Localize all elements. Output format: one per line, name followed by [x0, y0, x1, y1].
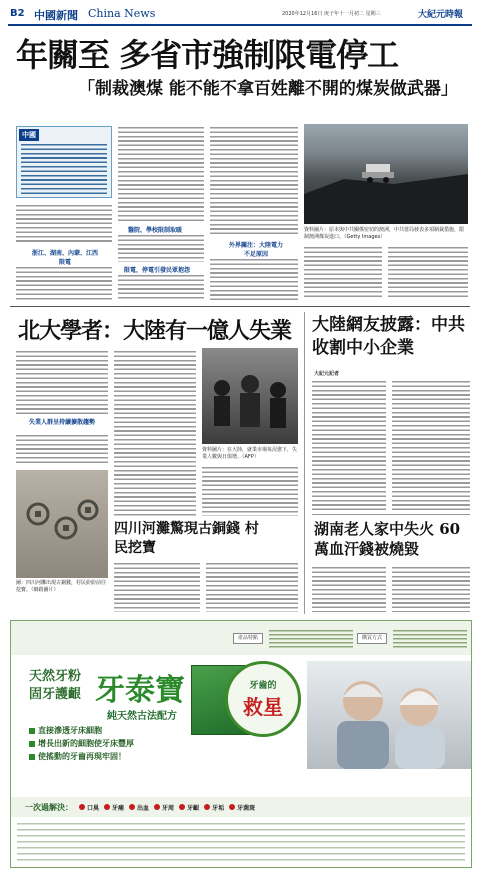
lead-body-col3a — [210, 126, 298, 236]
ad-footer-item-text: 牙菌斑 — [237, 804, 256, 812]
newspaper-logo: 大紀元時報 — [418, 10, 464, 20]
lead-body-col3b — [210, 258, 298, 300]
ad-tagline-1: 天然牙粉 — [29, 669, 82, 684]
dot-icon — [129, 804, 135, 810]
ad-badge-main: 救星 — [243, 695, 283, 719]
lead-body-col4a — [304, 246, 382, 300]
story2-body-col1 — [114, 562, 200, 612]
story4-body-col2 — [392, 566, 470, 612]
dot-icon — [179, 804, 185, 810]
ad-footer-item — [129, 803, 149, 812]
section-title: 中國新聞 — [34, 9, 78, 22]
dot-icon — [79, 804, 85, 810]
lead-body-col2c — [118, 274, 204, 300]
masthead-rule — [8, 24, 472, 26]
lead-subhead: 「制裁澳煤 能不能不拿百姓離不開的煤炭做武器」 — [78, 79, 458, 99]
ad-footer-item — [204, 803, 224, 812]
summary-box-text — [21, 143, 107, 195]
ad-purchase-list — [393, 629, 467, 649]
ad-footer-item-text: 牙齦 — [187, 804, 200, 812]
ad-brand-name: 牙泰寶 — [95, 673, 185, 708]
story4-body-col1 — [312, 566, 386, 612]
story1-body-col1a — [16, 350, 108, 414]
ad-footer-item-text: 出血 — [137, 804, 150, 812]
ad-footer-item — [229, 803, 255, 812]
lead-body-col2b — [118, 234, 204, 262]
lead-body-col2a — [118, 126, 204, 222]
ad-footer-strip — [11, 797, 471, 817]
issue-date: 2020年12月16日 庚子年十一月初二 星期三 — [282, 11, 381, 17]
dot-icon — [229, 804, 235, 810]
ad-elderly-couple-photo — [307, 661, 471, 769]
page-number: B2 — [10, 8, 25, 19]
dot-icon — [154, 804, 160, 810]
ad-block — [10, 620, 472, 868]
ad-savior-badge — [225, 661, 301, 737]
bullet-icon — [29, 741, 35, 747]
story1-photo-caption: 資料圖片：在大陸，就業市場每況愈下，失業人數與日俱增。（AFP） — [202, 447, 298, 460]
ad-bullet-text: 增長出新的細胞使牙床豐厚 — [38, 738, 134, 748]
elderly-couple-icon — [307, 661, 471, 769]
story2-photo-coins — [16, 470, 108, 578]
lead-body-col4b — [388, 246, 468, 300]
crowd-icon — [202, 348, 298, 444]
story1-photo-jobseekers — [202, 348, 298, 444]
ad-bullet-text: 使搖動的牙齒再現牢固！ — [38, 751, 126, 761]
lead-body-col1a — [16, 204, 112, 244]
ad-footer-item-text: 口臭 — [87, 804, 100, 812]
story-divider — [312, 514, 470, 515]
lead-subhead-1: 浙江、湖南、內蒙、江西限電 — [31, 250, 98, 266]
ad-footer-item — [154, 803, 174, 812]
ancient-coins-icon — [16, 470, 108, 578]
ad-bullet-text: 直接滲透牙床細胞 — [38, 725, 102, 735]
coal-truck-icon — [304, 124, 468, 224]
story3-headline: 大陸網友披露：中共收割中小企業 — [312, 315, 465, 358]
ad-features-list — [269, 629, 353, 649]
story4-headline: 湖南老人家中失火 60萬血汗錢被燒毀 — [314, 520, 461, 558]
ad-footer-item — [179, 803, 199, 812]
bullet-icon — [29, 754, 35, 760]
dot-icon — [204, 804, 210, 810]
ad-contact-info — [17, 821, 465, 863]
section-title-en: China News — [88, 7, 156, 20]
lead-subhead-4: 外界關注：大陸電力不足原因 — [228, 242, 283, 258]
bullet-icon — [29, 728, 35, 734]
ad-footer-label: 一次過解決： — [25, 801, 73, 812]
story1-headline: 北大學者：大陸有一億人失業 — [18, 318, 292, 344]
lead-summary-box — [16, 126, 112, 198]
ad-bullet-item — [29, 738, 229, 749]
story2-headline: 四川河灘驚現古銅錢 村民挖寶 — [114, 521, 259, 556]
story2-photo-caption: 圖：四川河灘出現古銅錢，村民紛紛前往挖寶。（網路圖片） — [16, 580, 107, 593]
ad-tagline-2: 固牙護齦 — [29, 687, 82, 702]
lead-headline: 年關至 多省市強制限電停工 — [16, 36, 399, 74]
ad-features-button[interactable]: 產品特點 — [233, 633, 263, 644]
ad-footer-item — [104, 803, 124, 812]
section-rule — [10, 306, 470, 307]
story2-body-col2 — [206, 562, 298, 612]
lead-photo-coal-mine — [304, 124, 468, 224]
ad-footer-item-text: 牙垢 — [212, 804, 225, 812]
story3-body-col2 — [392, 380, 470, 510]
ad-footer-item-text: 牙痛 — [112, 804, 125, 812]
story1-body-col2 — [114, 350, 196, 516]
lead-subhead-2: 醫院、學校限制取暖 — [128, 227, 183, 234]
lead-photo-caption: 資料圖片：原本與中共關係密切的澳洲，中共當局發表多項制裁措施，限制澳洲煤炭進口。（Getty Images） — [304, 227, 465, 240]
column-divider — [304, 312, 305, 614]
summary-box-label: 中國 — [19, 129, 39, 141]
ad-footer-item-text: 牙周 — [162, 804, 175, 812]
ad-slogan: 純天然古法配方 — [107, 711, 177, 722]
ad-badge-top: 牙齒的 — [249, 681, 277, 691]
story1-body-col3 — [202, 466, 298, 516]
ad-bullet-item — [29, 751, 229, 762]
story3-body-col1 — [312, 380, 386, 510]
lead-body-col1b — [16, 266, 112, 300]
story1-body-col1b — [16, 434, 108, 464]
story3-byline: 大紀元記者 — [314, 371, 340, 377]
ad-footer-item — [79, 803, 99, 812]
lead-subhead-3: 限電，停電引發民眾抱怨 — [124, 267, 191, 274]
dot-icon — [104, 804, 110, 810]
story1-subhead: 失業人群呈持續擴散趨勢 — [28, 419, 95, 426]
ad-purchase-button[interactable]: 購買方式 — [357, 633, 387, 644]
